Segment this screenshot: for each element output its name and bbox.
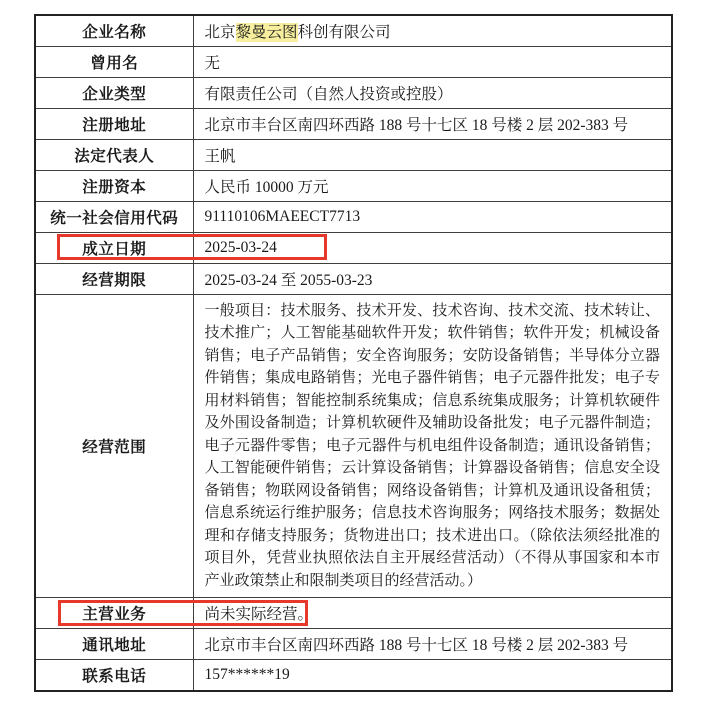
- row-value: 无: [193, 46, 672, 77]
- row-former-name: [35, 46, 672, 77]
- row-mailing-address: [35, 629, 672, 660]
- business-scope-text: 一般项目：技术服务、技术开发、技术咨询、技术交流、技术转让、技术推广；人工智能基础软件开发；软件销售；软件开发；机械设备销售；电子产品销售；安全咨询服务；安防设备销售；半导体分立器件销售；集成电路销售；光电子器件销售；电子元器件批发；电子专用材料销售；智能控制系统集成；信息系统集成服务；计算机软硬件及外围设备制造；计算机软硬件及辅助设备批发；电子元器件制造；电子元器件零售；电子元器件与机电组件设备制造；通讯设备销售；人工智能硬件销售；云计算设备销售；计算器设备销售；信息安全设备销售；物联网设备销售；网络设备销售；计算机及通讯设备租赁；信息系统运行维护服务；信息技术咨询服务；网络技术服务；数据处理和存储支持服务；货物进出口；技术进出口。（除依法须经批准的项目外，凭营业执照依法自主开展经营活动）（不得从事国家和本市产业政策禁止和限制类项目的经营活动。）: [204, 302, 660, 589]
- company-name-prefix: 北京: [204, 23, 236, 41]
- row-value: 王帆: [193, 139, 672, 170]
- row-value: 北京市丰台区南四环西路 188 号十七区 18 号楼 2 层 202-383 号: [193, 108, 672, 139]
- row-business-scope: [35, 294, 672, 598]
- row-label: 经营期限: [35, 263, 193, 294]
- row-label: 注册资本: [35, 170, 193, 201]
- row-label: 曾用名: [35, 46, 193, 77]
- row-label: 联系电话: [35, 660, 193, 691]
- row-value: 人民币 10000 万元: [193, 170, 672, 201]
- row-value: [193, 294, 672, 598]
- row-label: 经营范围: [35, 294, 193, 598]
- row-value: 有限责任公司（自然人投资或控股）: [193, 77, 672, 108]
- row-legal-representative: [35, 139, 672, 170]
- row-company-type: [35, 77, 672, 108]
- row-unified-social-credit-code: [35, 201, 672, 232]
- row-value: 尚未实际经营。: [193, 598, 672, 629]
- row-value: 91110106MAEECT7713: [193, 201, 672, 232]
- row-main-business: [35, 598, 672, 629]
- row-value: [193, 15, 672, 46]
- company-name-suffix: 科创有限公司: [297, 23, 391, 41]
- row-label: 通讯地址: [35, 629, 193, 660]
- row-establishment-date: [35, 232, 672, 263]
- row-label: 成立日期: [35, 232, 193, 263]
- row-label: 主营业务: [35, 598, 193, 629]
- company-name-highlighted: 黎曼云图: [235, 23, 298, 41]
- row-label: 注册地址: [35, 108, 193, 139]
- row-value: 2025-03-24 至 2055-03-23: [193, 263, 672, 294]
- row-value: 北京市丰台区南四环西路 188 号十七区 18 号楼 2 层 202-383 号: [193, 629, 672, 660]
- row-label: 企业类型: [35, 77, 193, 108]
- row-value: 2025-03-24: [193, 232, 672, 263]
- row-contact-phone: [35, 660, 672, 691]
- row-label: 统一社会信用代码: [35, 201, 193, 232]
- row-business-term: [35, 263, 672, 294]
- row-label: 企业名称: [35, 15, 193, 46]
- company-info-table: [34, 14, 673, 692]
- row-registered-capital: [35, 170, 672, 201]
- row-value: 157******19: [193, 660, 672, 691]
- row-label: 法定代表人: [35, 139, 193, 170]
- row-company-name: [35, 15, 672, 46]
- row-registered-address: [35, 108, 672, 139]
